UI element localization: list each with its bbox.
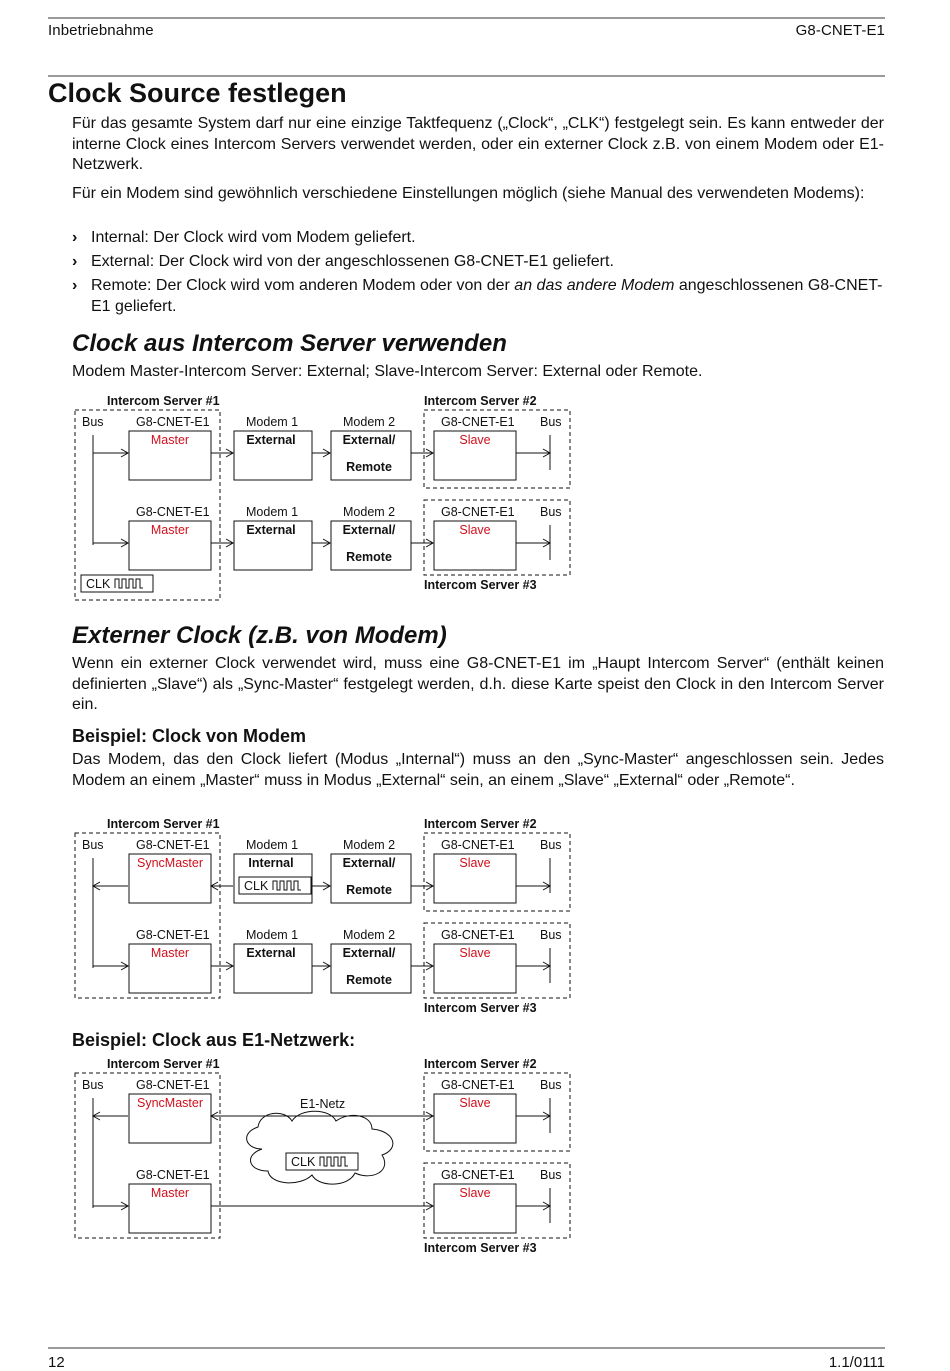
header-chapter: Inbetriebnahme xyxy=(48,22,154,39)
top-rule xyxy=(48,17,885,19)
modem-settings-paragraph: Für ein Modem sind gewöhnlich verschiedene Einstellungen möglich (siehe Manual des verwendeten Modems): xyxy=(72,185,865,202)
e1-network-label: E1-Netz xyxy=(300,1097,346,1111)
modem-1-mode: External xyxy=(246,433,296,447)
modem-2-mode: Remote xyxy=(346,460,392,474)
cloud-icon xyxy=(247,1111,393,1184)
bus-label-right: Bus xyxy=(540,1168,562,1182)
clock-signal-icon xyxy=(115,579,143,588)
card-label: G8-CNET-E1 xyxy=(136,505,210,519)
modem-2-label: Modem 2 xyxy=(343,415,396,429)
modem-2-mode: External/ xyxy=(342,523,396,537)
clk-label: CLK xyxy=(291,1155,316,1169)
card-role-left: Master xyxy=(150,523,190,537)
bus-label-right: Bus xyxy=(540,838,562,852)
card-role-left: Master xyxy=(150,1186,190,1200)
server-3-label: Intercom Server #3 xyxy=(424,1001,537,1015)
modem-2-mode: Remote xyxy=(346,550,392,564)
modem-1-label: Modem 1 xyxy=(246,415,299,429)
card-role-right: Slave xyxy=(459,1096,491,1110)
example-text-modem: Das Modem, das den Clock liefert (Modus „Internal“) muss an den „Sync-Master“ angeschlossen sein. Jedes Modem an einem „Master“ muss in Modus „External“ sein, an einem „Slave“ „External“ oder „Remote“. xyxy=(72,751,884,789)
server-1-label: Intercom Server #1 xyxy=(107,817,220,831)
bus-label-right: Bus xyxy=(540,1078,562,1092)
diagram-e1-clock xyxy=(0,1053,950,1258)
clk-label: CLK xyxy=(86,577,111,591)
card-role-left: Master xyxy=(150,946,190,960)
page-number: 12 xyxy=(48,1354,65,1371)
intro-paragraph: Für das gesamte System darf nur eine einzige Taktfequenz („Clock“, „CLK“) festgelegt sein. Es kann entweder der interne Clock eines Intercom Servers verwendet werden, oder ein externer Clock z.B. von einem Modem oder E1-Netzwerk. xyxy=(72,115,884,173)
bus-label-left: Bus xyxy=(82,415,104,429)
bullet-marker-icon: › xyxy=(72,229,78,246)
modem-1-label: Modem 1 xyxy=(246,505,299,519)
modem-1-mode: External xyxy=(246,946,296,960)
bus-label-left: Bus xyxy=(82,838,104,852)
server-2-label: Intercom Server #2 xyxy=(424,1057,537,1071)
diagram-modem-clock xyxy=(0,813,950,1018)
bullet-remote: › Remote: Der Clock wird vom anderen Modem oder von der an das andere Modem angeschlossenen G8-CNET-E1 geliefert. xyxy=(72,277,883,315)
modem-2-label: Modem 2 xyxy=(343,928,396,942)
modem-1-label: Modem 1 xyxy=(246,838,299,852)
card-label: G8-CNET-E1 xyxy=(136,1168,210,1182)
bullet-marker-icon: › xyxy=(72,277,78,294)
bus-label-right: Bus xyxy=(540,505,562,519)
card-role-left: SyncMaster xyxy=(137,856,203,870)
bus-label-right: Bus xyxy=(540,928,562,942)
example-title-e1: Beispiel: Clock aus E1-Netzwerk: xyxy=(72,1030,356,1050)
card-label: G8-CNET-E1 xyxy=(136,928,210,942)
server-1-label: Intercom Server #1 xyxy=(107,1057,220,1071)
card-role-right: Slave xyxy=(459,1186,491,1200)
subsection-title-external-clock: Externer Clock (z.B. von Modem) xyxy=(72,622,447,649)
modem-1-mode: Internal xyxy=(248,856,294,870)
section-title: Clock Source festlegen xyxy=(48,78,347,108)
server-2-label: Intercom Server #2 xyxy=(424,394,537,408)
card-role-right: Slave xyxy=(459,856,491,870)
card-label: G8-CNET-E1 xyxy=(136,1078,210,1092)
card-label: G8-CNET-E1 xyxy=(136,838,210,852)
server-3-label: Intercom Server #3 xyxy=(424,1241,537,1255)
card-label: G8-CNET-E1 xyxy=(441,1078,515,1092)
subsection-text-internal-clock: Modem Master-Intercom Server: External; Slave-Intercom Server: External oder Remote. xyxy=(72,363,703,380)
diagram-internal-clock xyxy=(0,390,950,610)
modem-2-mode: External/ xyxy=(342,433,396,447)
modem-2-label: Modem 2 xyxy=(343,505,396,519)
card-label: G8-CNET-E1 xyxy=(441,415,515,429)
footer-rule xyxy=(48,1347,885,1349)
bus-label-left: Bus xyxy=(82,1078,104,1092)
header-product: G8-CNET-E1 xyxy=(795,22,885,39)
server-3-label: Intercom Server #3 xyxy=(424,578,537,592)
bullet-external: › External: Der Clock wird von der angeschlossenen G8-CNET-E1 geliefert. xyxy=(72,252,884,273)
bus-label-right: Bus xyxy=(540,415,562,429)
modem-2-mode: External/ xyxy=(342,856,396,870)
server-1-label: Intercom Server #1 xyxy=(107,394,220,408)
clk-label: CLK xyxy=(244,879,269,893)
bullet-marker-icon: › xyxy=(72,253,78,270)
document-version: 1.1/0111 xyxy=(828,1354,885,1371)
subsection-text-external-clock: Wenn ein externer Clock verwendet wird, muss eine G8-CNET-E1 im „Haupt Intercom Server“ (enthält keinen definierten „Slave“) als „Sync-Master“ festgelegt werden, d.h. diese Karte speist den Clock in den Intercom Server ein. xyxy=(72,655,884,713)
card-label: G8-CNET-E1 xyxy=(136,415,210,429)
subsection-title-internal-clock: Clock aus Intercom Server verwenden xyxy=(72,330,507,357)
modem-2-mode: Remote xyxy=(346,973,392,987)
header-rule xyxy=(48,75,885,77)
card-label: G8-CNET-E1 xyxy=(441,928,515,942)
card-role-right: Slave xyxy=(459,433,491,447)
server-2-label: Intercom Server #2 xyxy=(424,817,537,831)
modem-2-mode: External/ xyxy=(342,946,396,960)
card-label: G8-CNET-E1 xyxy=(441,1168,515,1182)
modem-1-label: Modem 1 xyxy=(246,928,299,942)
example-title-modem: Beispiel: Clock von Modem xyxy=(72,726,307,746)
card-role-right: Slave xyxy=(459,946,491,960)
clock-signal-icon xyxy=(273,881,301,890)
card-label: G8-CNET-E1 xyxy=(441,838,515,852)
card-label: G8-CNET-E1 xyxy=(441,505,515,519)
modem-2-mode: Remote xyxy=(346,883,392,897)
card-role-left: Master xyxy=(150,433,190,447)
clock-signal-icon xyxy=(320,1157,348,1166)
bullet-internal: › Internal: Der Clock wird vom Modem geliefert. xyxy=(72,228,884,249)
card-role-left: SyncMaster xyxy=(137,1096,203,1110)
card-role-right: Slave xyxy=(459,523,491,537)
modem-1-mode: External xyxy=(246,523,296,537)
modem-2-label: Modem 2 xyxy=(343,838,396,852)
